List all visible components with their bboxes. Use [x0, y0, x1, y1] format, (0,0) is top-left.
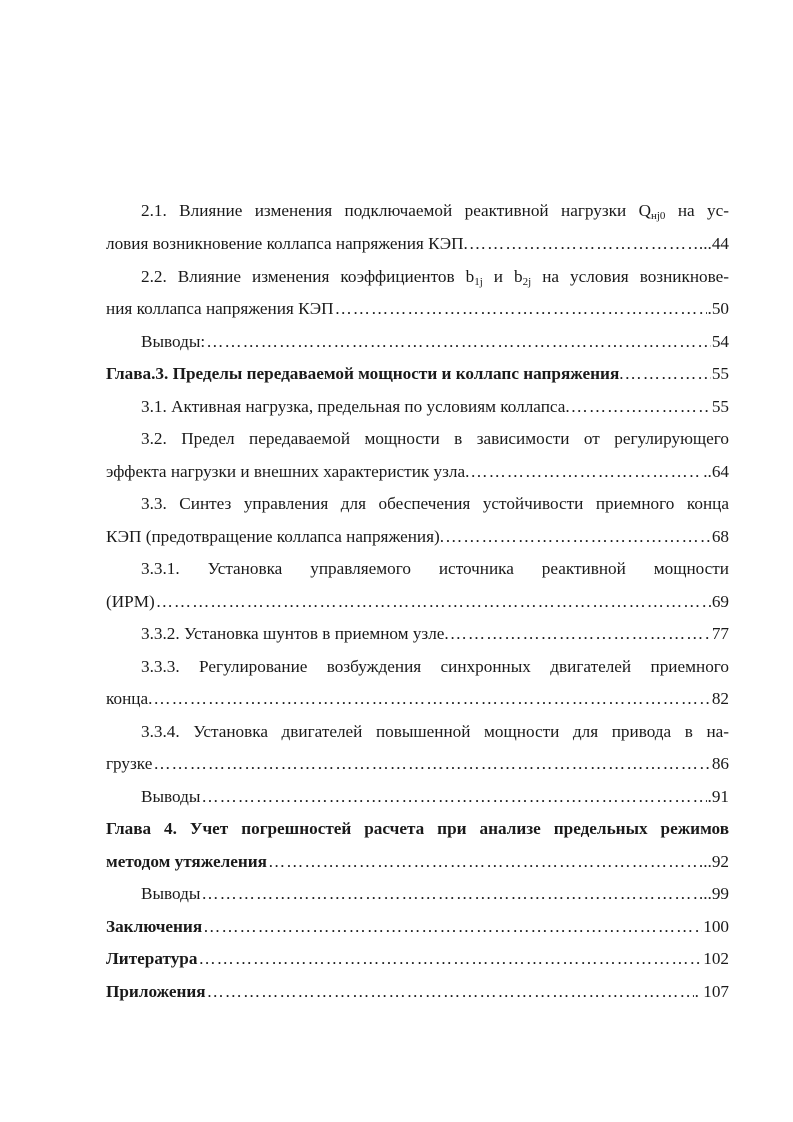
- toc-entry-2-2: 2.2. Влияние изменения коэффициентов $b_{1j}$ и $b_{2j}$ на условия возникнове-: [141, 267, 729, 288]
- toc-entry-2-2-cont: ния коллапса напряжения КЭП …………………………………………………………………………………………………………………………………………………… .50: [106, 296, 729, 322]
- leader-dots: [207, 979, 694, 1005]
- leader-dots: [470, 459, 702, 485]
- toc-literature: Литература …………………………………………………………………………………………………………………………………………………… 102: [106, 946, 729, 972]
- leader-dots: [206, 329, 711, 355]
- toc-entry-3-3-2: 3.3.2. Установка шунтов в приемном узле. …………………………………………………………………………………………………………………………………………………… 77: [141, 621, 729, 647]
- leader-dots: [201, 784, 706, 810]
- toc-appendices: Приложения …………………………………………………………………………………………………………………………………………………… . 107: [106, 979, 729, 1005]
- toc-entry-3-1: 3.1. Активная нагрузка, предельная по условиям коллапса. …………………………………………………………………………………………………………………………………………………… 55: [141, 394, 729, 420]
- toc-entry-3-3: 3.3. Синтез управления для обеспечения устойчивости приемного конца: [141, 494, 729, 513]
- leader-dots: [268, 849, 698, 875]
- toc-entry-conclusions-ch2: Выводы: …………………………………………………………………………………………………………………………………………………… 54: [141, 329, 729, 355]
- toc-entry-conclusions-ch3: Выводы …………………………………………………………………………………………………………………………………………………… .91: [141, 784, 729, 810]
- toc-entry-3-3-4: 3.3.4. Установка двигателей повышенной мощности для привода в на-: [141, 722, 729, 741]
- toc-entry-3-2-cont: эффекта нагрузки и внешних характеристик узла. …………………………………………………………………………………………………………………………………………………… ..64: [106, 459, 729, 485]
- toc-entry-2-1-cont: ловия возникновение коллапса напряжения КЭП. …………………………………………………………………………………………………………………………………………………… ...44: [106, 231, 729, 257]
- leader-dots: [201, 881, 702, 907]
- leader-dots: [198, 946, 702, 972]
- toc-entry-conclusions-ch4: Выводы …………………………………………………………………………………………………………………………………………………… ..99: [141, 881, 729, 907]
- toc-entry-3-3-3-cont: конца. …………………………………………………………………………………………………………………………………………………… 82: [106, 686, 729, 712]
- toc-entry-3-3-4-cont: грузке …………………………………………………………………………………………………………………………………………………… 86: [106, 751, 729, 777]
- leader-dots: [153, 686, 710, 712]
- toc-entry-3-3-cont: КЭП (предотвращение коллапса напряжения). …………………………………………………………………………………………………………………………………………………… 68: [106, 524, 729, 550]
- toc-entry-3-3-1-cont: (ИРМ) …………………………………………………………………………………………………………………………………………………… 69: [106, 589, 729, 615]
- toc-conclusion: Заключения …………………………………………………………………………………………………………………………………………………… 100: [106, 914, 729, 940]
- toc-entry-3-3-3: 3.3.3. Регулирование возбуждения синхронных двигателей приемного: [141, 657, 729, 676]
- leader-dots: [153, 751, 710, 777]
- toc-entry-3-2: 3.2. Предел передаваемой мощности в зависимости от регулирующего: [141, 429, 729, 448]
- toc-chapter-4-cont: методом утяжеления …………………………………………………………………………………………………………………………………………………… ...92: [106, 849, 729, 875]
- leader-dots: [469, 231, 698, 257]
- leader-dots: [445, 524, 711, 550]
- leader-dots: [335, 296, 707, 322]
- leader-dots: [156, 589, 711, 615]
- toc-chapter-3: Глава.3. Пределы передаваемой мощности и коллапс напряжения . …………………………………………………………………………………………………………………………………………………… 55: [106, 361, 729, 387]
- leader-dots: [625, 361, 711, 387]
- leader-dots: [450, 621, 711, 647]
- toc-entry-3-3-1: 3.3.1. Установка управляемого источника реактивной мощности: [141, 559, 729, 578]
- leader-dots: [571, 394, 711, 420]
- leader-dots: [203, 914, 702, 940]
- toc-chapter-4: Глава 4. Учет погрешностей расчета при анализе предельных режимов: [106, 819, 729, 838]
- toc-entry-2-1: 2.1. Влияние изменения подключаемой реактивной нагрузки $Q_{нj0}$ на ус-: [141, 201, 729, 222]
